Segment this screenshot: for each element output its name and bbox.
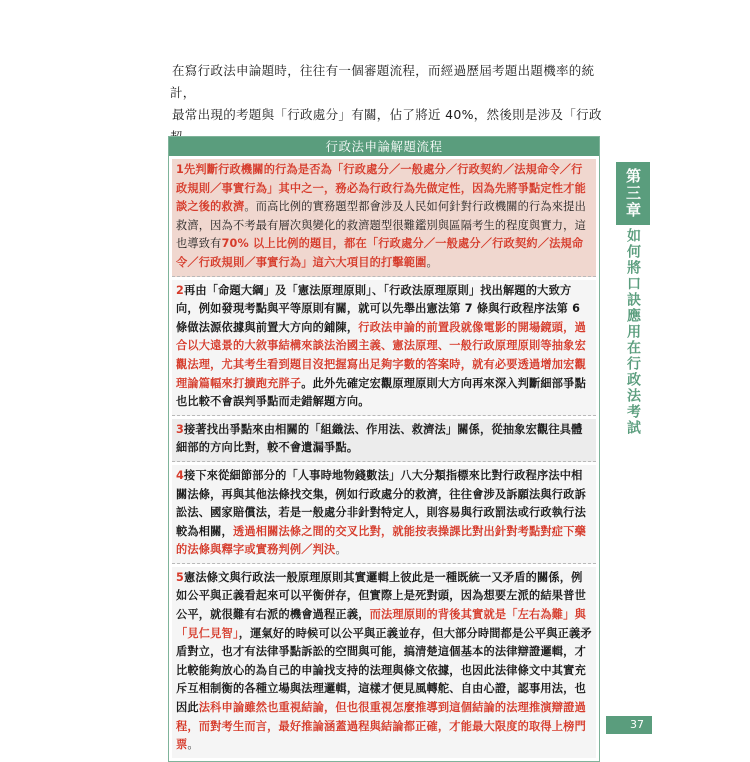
step-2-bold-1: 例如發現考點與平等原則有關，就可以先舉出憲法第 7 條與行政程序法第 6 條做法源依據與前置大方向的鋪陳， bbox=[176, 302, 581, 334]
step-4-emphasis-1: 透過相關法條之間的交叉比對，就能按表操課比對出針對考點對症下藥的法條與釋字或實務判例／判決 bbox=[176, 524, 586, 557]
step-2-block bbox=[172, 280, 596, 416]
step-2-text-2: 。此外先確定宏觀原理原則大方向再來深入判斷細部爭點也比較不會誤判爭點而走錯解題方向。 bbox=[176, 376, 586, 409]
step-2-text-1: 再由「命題大綱」及「憲法原理原則」、「行政法原理原則」找出解題的大致方向， bbox=[176, 283, 572, 316]
step-1-emphasis-2: 70% 以上比例的題目，都在「行政處分／一般處分／行政契約／法規命令／行政規則／事實行為」這六大項目的打擊範圍 bbox=[176, 237, 584, 269]
chapter-tab bbox=[616, 162, 650, 226]
step-5-emphasis-1: 而法理原則的背後其實就是「左右為難」與「見仁見智」 bbox=[176, 608, 586, 640]
step-5-block bbox=[172, 567, 596, 758]
step-3-text-1: 接著找出爭點來由相關的「組織法、作用法、救濟法」關係，從抽象宏觀往具體細部的方向比對，較不會遺漏爭點。 bbox=[176, 422, 583, 455]
step-number: 3 bbox=[176, 422, 184, 436]
step-2-emphasis-1: 行政法申論的前置段就像電影的開場鏡頭，過合以大遠景的大敘事結構來談法治國主義、憲法原理、一般行政原理原則等抽象宏觀法理，尤其考生看到題目沒把握寫出足夠字數的答案時，就有必要透過增加宏觀理論篇幅來打擴跑充胖子 bbox=[176, 320, 586, 390]
step-4-text-2: 。 bbox=[335, 543, 347, 557]
step-number: 2 bbox=[176, 283, 184, 297]
panel-title: 行政法申論解題流程 bbox=[169, 137, 599, 156]
step-1-text-2: 。 bbox=[426, 255, 438, 269]
step-5-emphasis-2: 法科申論雖然也重視結論，但也很重視怎麼推導到這個結論的法理推演辯證過程，而對考生而言，最好推論涵蓋過程與結論都正確，才能最大限度的取得上榜門票 bbox=[176, 701, 586, 752]
step-number: 1 bbox=[176, 163, 184, 176]
step-4-text-1: 接下來從細節部分的「人事時地物錢數法」八大分類指標來比對行政程序法中相關法條，再與其他法條找交集，例如行政處分的救濟，往往會涉及訴願法與行政訴訟法、國家賠償法，若是一般處分非針對特定人，則容易與行政罰法或行政執行法較為相關， bbox=[176, 468, 586, 538]
intro-line-1: 在寫行政法申論題時，往往有一個審題流程，而經過歷屆考題出題機率的統計， bbox=[170, 63, 595, 100]
step-1-text-1: 。而高比例的實務題型都會涉及人民如何針對行政機關的行為來提出救濟，因為不考最有層次與變化的救濟題型很難鑑別與區隔考生的程度與實力，這也導致有 bbox=[176, 200, 586, 251]
step-5-text-2: ，運氣好的時候可以公平與正義並存，但大部分時間都是公平與正義矛盾對立，也才有法律爭點訴訟的空間與可能，搞清楚這個基本的法律辯證邏輯，才比較能夠放心的為自己的申論找支持的法理與條文依據，也因此法律條文中其實充斥互相制衡的各種立場與法理邏輯，這樣才便見風轉舵、自由心證，認事用法，也因此 bbox=[176, 626, 592, 715]
step-number: 4 bbox=[176, 468, 184, 482]
chapter-label: 第三章 bbox=[616, 162, 650, 226]
step-5-text-1: 憲法條文與行政法一般原理原則其實邏輯上彼此是一種既統一又矛盾的關係，例如公平與正義看起來可以平衡併存，但實際上是死對頭，因為想要左派的結果普世公平，就很難有右派的機會過程正義， bbox=[176, 570, 586, 622]
intro-line-2: 最常出現的考題與「行政處分」有關，佔了將近 40%，然後則是涉及「行政 bbox=[172, 107, 602, 122]
step-number: 5 bbox=[176, 570, 184, 584]
solution-flow-panel bbox=[168, 136, 600, 762]
step-1-block bbox=[172, 159, 596, 277]
step-1-emphasis-1: 先判斷行政機關的行為是否為「行政處分／一般處分／行政契約／法規命令／行政規則／事實行為」其中之一，務必為行政行為先做定性，因為先將爭點定性才能談之後的救濟 bbox=[176, 163, 586, 214]
step-5-text-3: 。 bbox=[187, 738, 199, 752]
step-3-block bbox=[172, 419, 596, 462]
step-4-block bbox=[172, 465, 596, 564]
page-number: 37 bbox=[606, 716, 652, 734]
chapter-side-title: 如何將口訣應用在行政法考試 bbox=[625, 228, 641, 436]
